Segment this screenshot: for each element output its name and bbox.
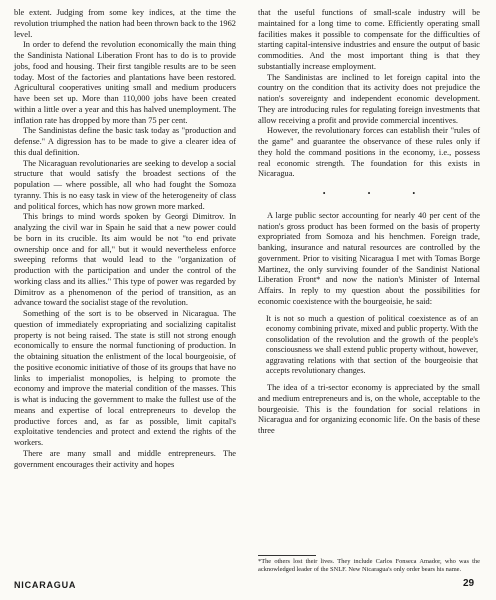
paragraph: Something of the sort is to be observed in Nicaragua. The question of immediately expropriating and socializing capitalist property is not being raised. The state is still not strong enough economically to ensure the normal functioning of production. In the obtaining situation the enlistment of the local bourgeoisie, of the positive economic initiative of those of its groups that have no links to imperialist monopolies, is helping to promote the economy and improve the material condition of the masses. This is what is inducing the government to make the fullest use of the means and expertise of local entrepreneurs to develop the productive forces and, as far as possible, limit capital's exploitative tendencies and protect and extend the rights of the workers. [14,309,236,447]
paragraph: The Sandinistas are inclined to let foreign capital into the country on the condition that its activity does not prejudice the nation's sovereignty and independent economic development. They are introducing rules for regulating foreign investments that allow receiving a profit and provide commercial incentives. [258,72,480,125]
paragraph: The Nicaraguan revolutionaries are seeking to develop a social structure that would satisfy the broadest sections of the population — where possible, all who had fought the Somoza tyranny. This is no easy task in view of the heterogeneity of class and political forces, which has now grown more marked. [14,158,236,211]
page-number: 29 [463,578,475,589]
paragraph: The idea of a tri-sector economy is appreciated by the small and medium entrepreneurs and is, on the whole, acceptable to the bourgeoisie. This is the foundation for social relations in Nicaragua and for organizing economic life. On the basis of these three [258,383,480,436]
right-column-middle-paragraphs [258,211,480,308]
paragraph: There are many small and middle entrepreneurs. The government encourages their activity and hopes [14,448,236,469]
right-column-bottom-paragraphs [258,383,480,437]
right-column-top-paragraphs [258,8,480,180]
paragraph: ble extent. Judging from some key indices, at the time the revolution triumphed the nation had been thrown back to the 1962 level. [14,8,236,39]
paragraph: The Sandinistas define the basic task today as "production and defense." A digression has to be made to give a clearer idea of this dual definition. [14,126,236,157]
paragraph: However, the revolutionary forces can establish their "rules of the game" and guarantee the observance of these rules only if they hold the command positions in the economy, i.e., possess real economic strength. The foundation for this exists in Nicaragua. [258,126,480,179]
section-separator: • • • [322,189,436,198]
right-column [258,8,480,437]
running-title: NICARAGUA [14,580,77,590]
paragraph: This brings to mind words spoken by Georgi Dimitrov. In analyzing the civil war in Spain he said that a new power could be born in its crucible. Its aim would be not "to end private ownership once and for all," but it would nevertheless enforce sweeping reforms that would lead to the "organization of production with the participation and under the control of the working class and its allies." This type of power was regarded by Dimitrov as a phenomenon of the period of transition, as an advance toward the socialist stage of the revolution. [14,212,236,308]
paragraph: A large public sector accounting for nearly 40 per cent of the nation's gross product has been formed on the basis of property expropriated from Somoza and his henchmen. Foreign trade, banking, insurance and natural resources are controlled by the government. Prior to visiting Nicaragua I met with Tomas Borge Martinez, the only surviving founder of the Sandinist National Liberation Front* and now the nation's Minister of Internal Affairs. In reply to my question about the possibilities for economic coexistence with the bourgeoisie, he said: [258,210,480,306]
paragraph: that the useful functions of small-scale industry will be maintained for a long time to come. Efficiently operating small facilities makes it possible to compensate for the difficulties of starting capital-intensive industries and ensure the output of basic commodities. And the most important thing is that they substantially increase employment. [258,8,480,71]
left-column [14,8,236,470]
paragraph: It is not so much a question of political coexistence as of an economy combining private, mixed and public property. With the consolidation of the revolution and the growth of the people's consciousness we shall extend public property without, however, aggravating relations with that section of the bourgeoisie that accepts revolutionary changes. [266,313,478,376]
paragraph: In order to defend the revolution economically the main thing the Sandinista National Liberation Front has to do is to provide jobs, food and housing. Their first tangible results are to be seen today. Most of the factories and plantations have been restored. Agricultural cooperatives uniting small and medium producers have been set up. More than 110,000 jobs have been created within a little over a year and this has halved unemployment. The inflation rate has dropped by more than 75 per cent. [14,40,236,125]
footnote: *The others lost their lives. They include Carlos Fonseca Amador, who was the acknowledged leader of the SNLF. New Nicaragua's only order bears his name. [258,558,480,573]
footnote-rule [258,555,316,556]
block-quote [258,314,480,378]
